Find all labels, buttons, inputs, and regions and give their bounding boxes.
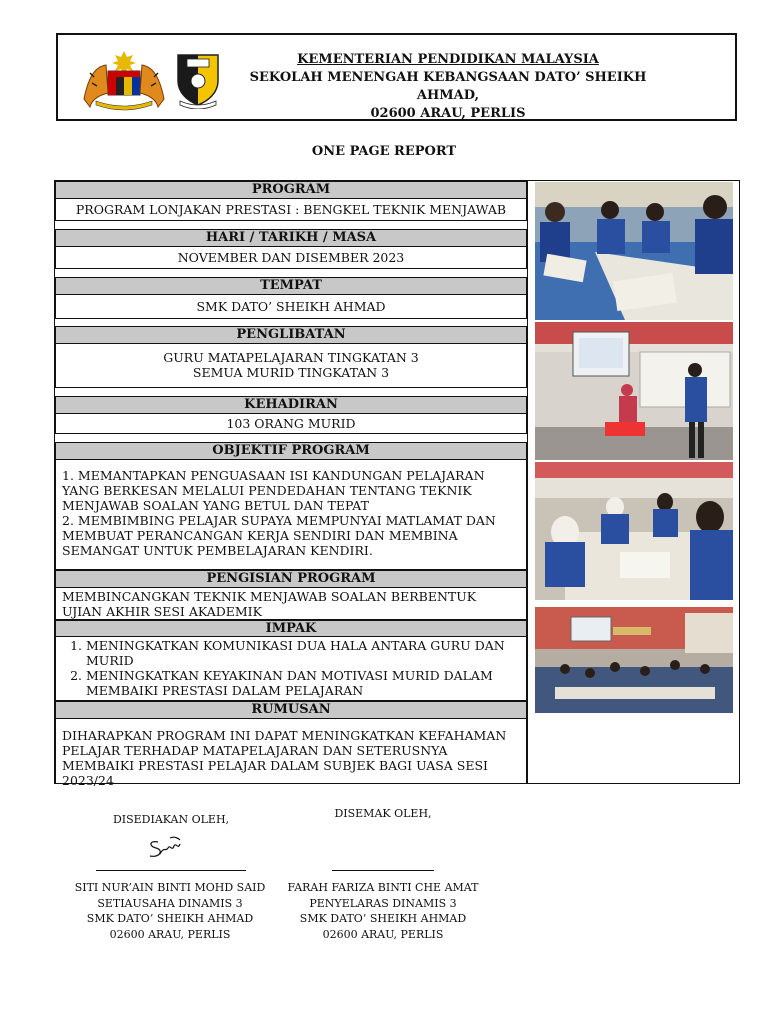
objective-item-1: 1. MEMANTAPKAN PENGUASAAN ISI KANDUNGAN PELAJARAN YANG BERKESAN MELALUI PENDEDAHAN TENTANG TEKNIK MENJAWAB SOALAN YANG BETUL DAN TEPAT xyxy=(62,468,485,513)
letterhead-text xyxy=(238,51,658,123)
involvement-line-2: SEMUA MURID TINGKATAN 3 xyxy=(192,365,390,380)
objective-item-2: 2. MEMBIMBING PELAJAR SUPAYA MEMPUNYAI MATLAMAT DAN MEMBUAT PERANCANGAN KERJA SENDIRI DAN MEMBINA SEMANGAT UNTUK PEMBELAJARAN KENDIRI. xyxy=(62,513,496,558)
handwritten-signature-icon xyxy=(144,832,184,862)
objective-heading: OBJEKTIF PROGRAM xyxy=(55,442,527,460)
school-name: SEKOLAH MENENGAH KEBANGSAAN DATO’ SHEIKH AHMAD, xyxy=(249,70,647,103)
prepared-signature-line xyxy=(96,870,246,871)
involvement-line-1: GURU MATAPELAJARAN TINGKATAN 3 xyxy=(163,350,419,365)
checked-by-block xyxy=(276,880,490,942)
objective-body xyxy=(55,460,527,570)
checked-address: 02600 ARAU, PERLIS xyxy=(322,927,444,941)
checked-name: FARAH FARIZA BINTI CHE AMAT xyxy=(287,881,479,894)
place-value xyxy=(55,295,527,319)
checked-by-label: DISEMAK OLEH, xyxy=(334,807,432,820)
prepared-name: SITI NUR’AIN BINTI MOHD SAID xyxy=(74,881,266,894)
impact-heading: IMPAK xyxy=(55,620,527,637)
photo-classroom-students xyxy=(535,182,733,320)
involvement-heading: PENGLIBATAN xyxy=(55,326,527,344)
program-text: PROGRAM LONJAKAN PRESTASI : BENGKEL TEKNIK MENJAWAB xyxy=(75,202,507,217)
impact-item-2: 2. MENINGKATKAN KEYAKINAN DAN MOTIVASI MURID DALAM MEMBAIKI PRESTASI DALAM PELAJARAN xyxy=(86,668,526,698)
content-text: MEMBINCANGKAN TEKNIK MENJAWAB SOALAN BERBENTUK UJIAN AKHIR SESI AKADEMIK xyxy=(62,589,477,619)
photo-hall-session xyxy=(535,607,733,713)
place-heading: TEMPAT xyxy=(55,277,527,295)
school-address: 02600 ARAU, PERLIS xyxy=(370,106,526,121)
program-heading: PROGRAM xyxy=(55,181,527,199)
date-value xyxy=(55,247,527,269)
content-body xyxy=(55,588,527,620)
impact-item-1: 1. MENINGKATKAN KOMUNIKASI DUA HALA ANTARA GURU DAN MURID xyxy=(86,638,526,668)
prepared-by-block xyxy=(70,880,270,942)
prepared-school: SMK DATO’ SHEIKH AHMAD xyxy=(86,912,254,925)
summary-heading: RUMUSAN xyxy=(55,701,527,719)
place-text: SMK DATO’ SHEIKH AHMAD xyxy=(196,299,386,314)
content-heading: PENGISIAN PROGRAM xyxy=(55,570,527,588)
letterhead xyxy=(56,33,737,121)
prepared-role: SETIAUSAHA DINAMIS 3 xyxy=(97,896,243,910)
photo-presentation xyxy=(535,322,733,460)
checked-school: SMK DATO’ SHEIKH AHMAD xyxy=(299,912,467,925)
date-text: NOVEMBER DAN DISEMBER 2023 xyxy=(177,250,405,265)
school-crest-icon xyxy=(174,51,222,109)
checked-signature-line xyxy=(332,870,434,871)
page-title: ONE PAGE REPORT xyxy=(311,144,457,159)
attendance-text: 103 ORANG MURID xyxy=(226,416,356,431)
prepared-by-label: DISEDIAKAN OLEH, xyxy=(112,813,230,826)
malaysia-coat-of-arms-icon xyxy=(80,49,168,111)
summary-text: DIHARAPKAN PROGRAM INI DAPAT MENINGKATKAN KEFAHAMAN PELAJAR TERHADAP MATAPELAJARAN DAN SETERUSNYA MEMBAIKI PRESTASI PELAJAR DALAM SUBJEK BAGI UASA SESI 2023/24 xyxy=(62,728,507,788)
attendance-heading: KEHADIRAN xyxy=(55,396,527,414)
summary-body xyxy=(55,719,527,788)
impact-body xyxy=(55,637,527,701)
attendance-value xyxy=(55,414,527,434)
program-value xyxy=(55,199,527,221)
checked-role: PENYELARAS DINAMIS 3 xyxy=(309,896,457,910)
ministry-name: KEMENTERIAN PENDIDIKAN MALAYSIA xyxy=(297,52,599,67)
prepared-address: 02600 ARAU, PERLIS xyxy=(109,927,231,941)
photo-group-discussion xyxy=(535,462,733,600)
involvement-value xyxy=(55,344,527,388)
date-heading: HARI / TARIKH / MASA xyxy=(55,229,527,247)
